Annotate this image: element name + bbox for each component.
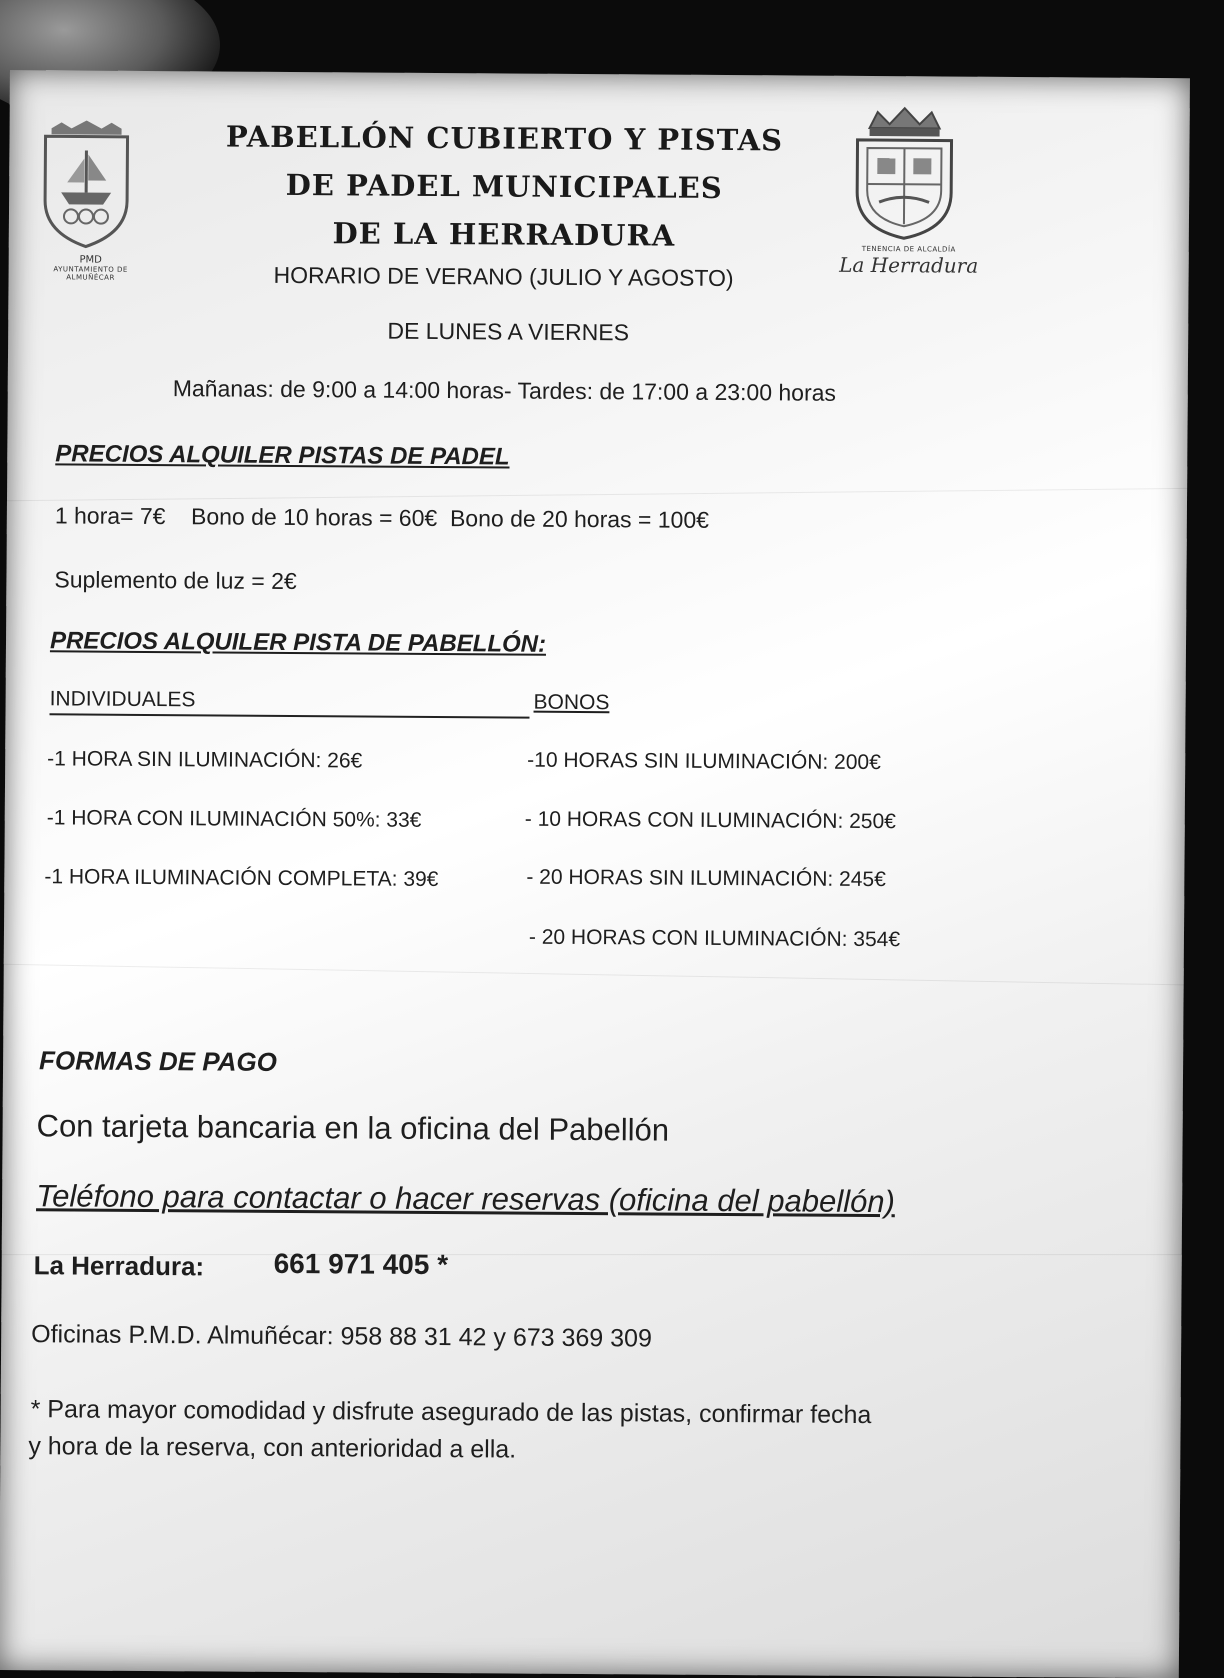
pabellon-prices-heading: PRECIOS ALQUILER PISTA DE PABELLÓN:: [50, 627, 546, 658]
flyer-paper: [0, 70, 1190, 1678]
individual-price-item: -1 HORA SIN ILUMINACIÓN: 26€: [47, 747, 362, 773]
bono-price-item: - 20 HORAS CON ILUMINACIÓN: 354€: [529, 926, 900, 953]
bonos-column-header: BONOS: [534, 691, 610, 716]
payment-method: Con tarjeta bancaria en la oficina del Pabellón: [37, 1108, 670, 1148]
paper-crease: [7, 488, 1187, 501]
pmd-caption: PMD: [31, 254, 151, 266]
booking-note-line-2: y hora de la reserva, con anterioridad a ella.: [28, 1432, 516, 1464]
herradura-seal: [839, 106, 980, 278]
bono-price-item: - 20 HORAS SIN ILUMINACIÓN: 245€: [526, 866, 886, 893]
herradura-label: La Herradura:: [34, 1250, 205, 1282]
payment-heading: FORMAS DE PAGO: [39, 1045, 277, 1078]
padel-prices-heading: PRECIOS ALQUILER PISTAS DE PADEL: [55, 440, 509, 471]
title-line-2: DE PADEL MUNICIPALES: [159, 167, 849, 206]
pmd-seal: [31, 120, 152, 282]
booking-note-line-1: * Para mayor comodidad y disfrute asegurado de las pistas, confirmar fecha: [31, 1395, 872, 1430]
pmd-subcaption: AYUNTAMIENTO DE ALMUÑÉCAR: [31, 265, 151, 282]
title-line-1: PABELLÓN CUBIERTO Y PISTAS: [159, 119, 849, 158]
pmd-offices: Oficinas P.M.D. Almuñécar: 958 88 31 42 y 673 369 309: [31, 1320, 652, 1353]
phone-heading: Teléfono para contactar o hacer reservas (oficina del pabellón): [36, 1178, 895, 1220]
days: DE LUNES A VIERNES: [8, 315, 1008, 349]
paper-crease: [4, 964, 1184, 986]
herradura-phone: 661 971 405 *: [274, 1248, 449, 1281]
individual-column-header: [49, 687, 529, 718]
individual-price-item: -1 HORA ILUMINACIÓN COMPLETA: 39€: [44, 865, 438, 892]
subtitle: HORARIO DE VERANO (JULIO Y AGOSTO): [158, 261, 848, 293]
la-herradura-script: La Herradura: [839, 253, 979, 278]
coat-of-arms-icon: [839, 106, 970, 242]
tenencia-caption: TENENCIA DE ALCALDÍA: [839, 245, 979, 254]
bono-price-item: -10 HORAS SIN ILUMINACIÓN: 200€: [527, 749, 881, 775]
individual-price-item: -1 HORA CON ILUMINACIÓN 50%: 33€: [47, 806, 422, 833]
title-line-3: DE LA HERRADURA: [159, 215, 849, 254]
individual-header-label: INDIVIDUALES: [50, 687, 196, 711]
bono-price-item: - 10 HORAS CON ILUMINACIÓN: 250€: [525, 808, 896, 835]
light-supplement: Suplemento de luz = 2€: [54, 566, 296, 595]
padel-prices: 1 hora= 7€ Bono de 10 horas = 60€ Bono de 20 horas = 100€: [55, 502, 709, 534]
opening-hours: Mañanas: de 9:00 a 14:00 horas- Tardes: de 17:00 a 23:00 horas: [173, 375, 836, 407]
pmd-ship-emblem-icon: [31, 120, 142, 251]
